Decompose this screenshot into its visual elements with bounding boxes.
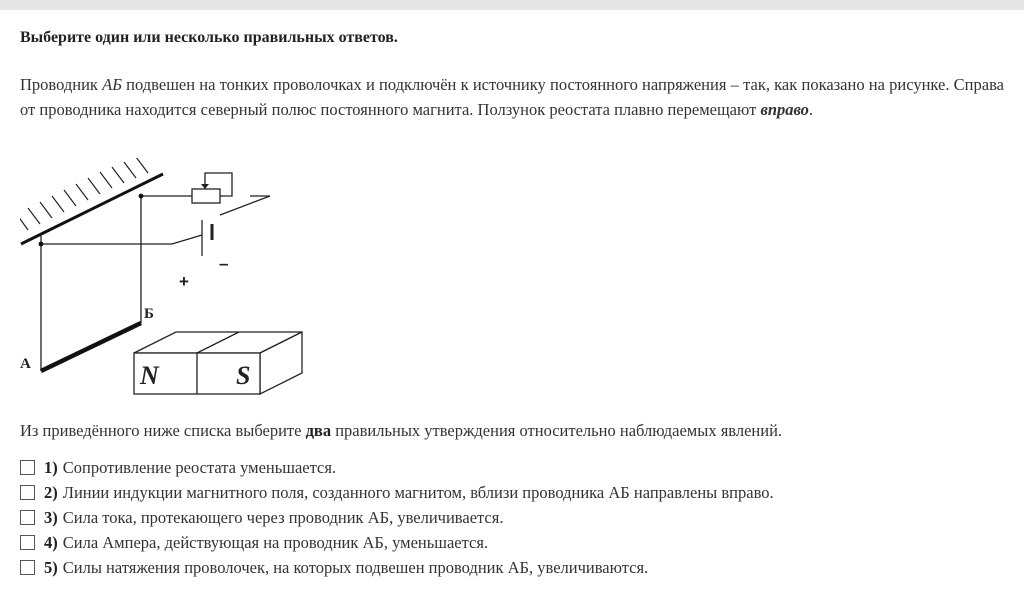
option-text: Линии индукции магнитного поля, созданного магнитом, вблизи проводника АБ направлены вправо. <box>62 482 774 502</box>
option-number: 4) <box>44 532 58 552</box>
option-number: 2) <box>44 482 58 502</box>
option-text: Сопротивление реостата уменьшается. <box>62 457 337 477</box>
option-text: Сила тока, протекающего через проводник АБ, увеличивается. <box>62 507 504 527</box>
answer-options <box>20 455 774 580</box>
circuit-figure <box>20 158 320 398</box>
conductor-ab <box>41 323 141 371</box>
junction-right <box>139 194 144 199</box>
question-content <box>20 28 1004 577</box>
answer-prompt <box>20 420 782 442</box>
answer-option-1 <box>20 455 774 480</box>
magnet-n-label: N <box>140 361 159 390</box>
answer-checkbox-2[interactable] <box>20 485 35 500</box>
battery-minus-label: – <box>219 254 229 273</box>
answer-option-3 <box>20 505 774 530</box>
label-a: А <box>20 356 31 372</box>
option-number: 1) <box>44 457 58 477</box>
option-text: Сила Ампера, действующая на проводник АБ, уменьшается. <box>62 532 489 552</box>
junction-left <box>39 242 44 247</box>
answer-checkbox-3[interactable] <box>20 510 35 525</box>
label-b: Б <box>144 306 154 322</box>
magnet-s-label: S <box>236 361 251 390</box>
problem-part-3: . <box>808 100 814 119</box>
answer-checkbox-4[interactable] <box>20 535 35 550</box>
magnet <box>134 332 302 394</box>
answer-option-4 <box>20 530 774 555</box>
problem-part-2: подвешен на тонких проволочках и подключён к источнику постоянного напряжения – так, как показано на рисунке. Справа от проводника находится северный полюс постоянного магнита. Ползунок реостата плавно перемещают <box>20 75 1004 119</box>
instruction: Выберите один или несколько правильных ответов. <box>20 29 398 46</box>
prompt-part-1: Из приведённого ниже списка выберите <box>20 421 306 440</box>
ceiling <box>21 174 163 244</box>
answer-checkbox-1[interactable] <box>20 460 35 475</box>
problem-part-1: Проводник <box>20 75 103 94</box>
battery-plus-label: + <box>179 272 189 291</box>
prompt-part-2: правильных утверждения относительно наблюдаемых явлений. <box>331 421 783 440</box>
prompt-count: два <box>305 421 332 440</box>
answer-option-2 <box>20 480 774 505</box>
ceiling-hatching <box>20 158 148 230</box>
problem-text <box>20 72 1004 122</box>
rheostat-slider <box>201 184 209 189</box>
option-number: 3) <box>44 507 58 527</box>
conductor-name: АБ <box>102 75 122 94</box>
top-strip <box>0 0 1024 10</box>
rheostat <box>192 189 220 203</box>
option-number: 5) <box>44 557 58 577</box>
slider-direction: вправо <box>760 100 809 119</box>
answer-option-5 <box>20 555 774 580</box>
option-text: Силы натяжения проволочек, на которых подвешен проводник АБ, увеличиваются. <box>62 557 649 577</box>
answer-checkbox-5[interactable] <box>20 560 35 575</box>
